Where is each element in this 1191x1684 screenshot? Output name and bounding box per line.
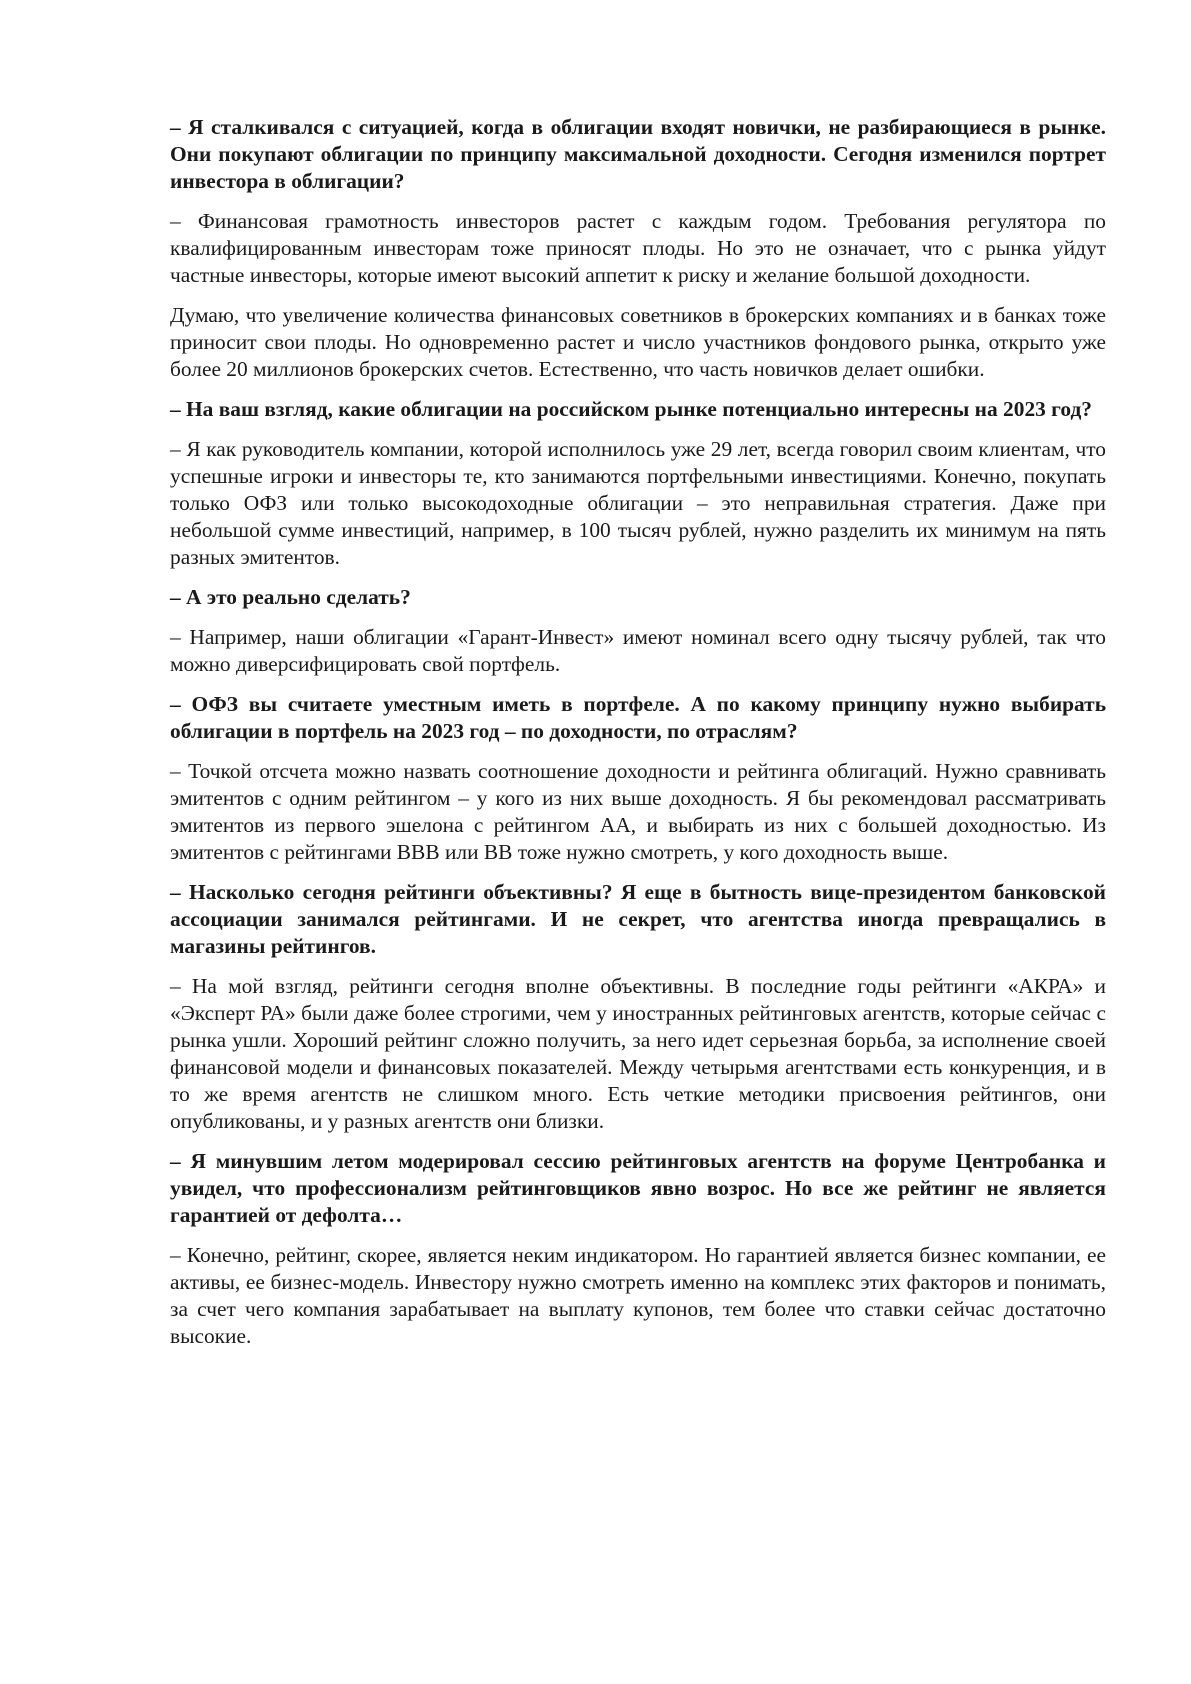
- interview-question: – Я минувшим летом модерировал сессию рейтинговых агентств на форуме Центробанка и увидел, что профессионализм рейтинговщиков явно возрос. Но все же рейтинг не является гарантией от дефолта…: [170, 1149, 1106, 1227]
- interview-answer: – Точкой отсчета можно назвать соотношение доходности и рейтинга облигаций. Нужно сравнивать эмитентов с одним рейтингом – у кого из них выше доходность. Я бы рекомендовал рассматривать эмитентов из первого эшелона с рейтингом АА, и выбирать из них с большей доходностью. Из эмитентов с рейтингами ВВВ или ВВ тоже нужно смотреть, у кого доходность выше.: [170, 759, 1106, 864]
- interview-question: – ОФЗ вы считаете уместным иметь в портфеле. А по какому принципу нужно выбирать облигации в портфель на 2023 год – по доходности, по отраслям?: [170, 692, 1106, 743]
- interview-question: – Я сталкивался с ситуацией, когда в облигации входят новички, не разбирающиеся в рынке. Они покупают облигации по принципу максимальной доходности. Сегодня изменился портрет инвестора в облигации?: [170, 115, 1106, 193]
- interview-answer: – Например, наши облигации «Гарант-Инвест» имеют номинал всего одну тысячу рублей, так что можно диверсифицировать свой портфель.: [170, 625, 1106, 676]
- interview-answer: – Финансовая грамотность инвесторов растет с каждым годом. Требования регулятора по квалифицированным инвесторам тоже приносят плоды. Но это не означает, что с рынка уйдут частные инвесторы, которые имеют высокий аппетит к риску и желание большой доходности.: [170, 209, 1106, 287]
- interview-answer: Думаю, что увеличение количества финансовых советников в брокерских компаниях и в банках тоже приносит свои плоды. Но одновременно растет и число участников фондового рынка, открыто уже более 20 миллионов брокерских счетов. Естественно, что часть новичков делает ошибки.: [170, 303, 1106, 381]
- document-page: [170, 114, 1106, 1363]
- interview-question: – Насколько сегодня рейтинги объективны? Я еще в бытность вице-президентом банковской ассоциации занимался рейтингами. И не секрет, что агентства иногда превращались в магазины рейтингов.: [170, 880, 1106, 958]
- interview-answer: – На мой взгляд, рейтинги сегодня вполне объективны. В последние годы рейтинги «АКРА» и «Эксперт РА» были даже более строгими, чем у иностранных рейтинговых агентств, которые сейчас с рынка ушли. Хороший рейтинг сложно получить, за него идет серьезная борьба, за исполнение своей финансовой модели и финансовых показателей. Между четырьмя агентствами есть конкуренция, и в то же время агентств не слишком много. Есть четкие методики присвоения рейтингов, они опубликованы, и у разных агентств они близки.: [170, 974, 1106, 1133]
- interview-answer: – Конечно, рейтинг, скорее, является неким индикатором. Но гарантией является бизнес компании, ее активы, ее бизнес-модель. Инвестору нужно смотреть именно на комплекс этих факторов и понимать, за счет чего компания зарабатывает на выплату купонов, тем более что ставки сейчас достаточно высокие.: [170, 1243, 1106, 1348]
- interview-question: – На ваш взгляд, какие облигации на российском рынке потенциально интересны на 2023 год?: [170, 397, 1092, 421]
- interview-question: – А это реально сделать?: [170, 585, 411, 609]
- interview-answer: – Я как руководитель компании, которой исполнилось уже 29 лет, всегда говорил своим клиентам, что успешные игроки и инвесторы те, кто занимаются портфельными инвестициями. Конечно, покупать только ОФЗ или только высокодоходные облигации – это неправильная стратегия. Даже при небольшой сумме инвестиций, например, в 100 тысяч рублей, нужно разделить их минимум на пять разных эмитентов.: [170, 437, 1106, 569]
